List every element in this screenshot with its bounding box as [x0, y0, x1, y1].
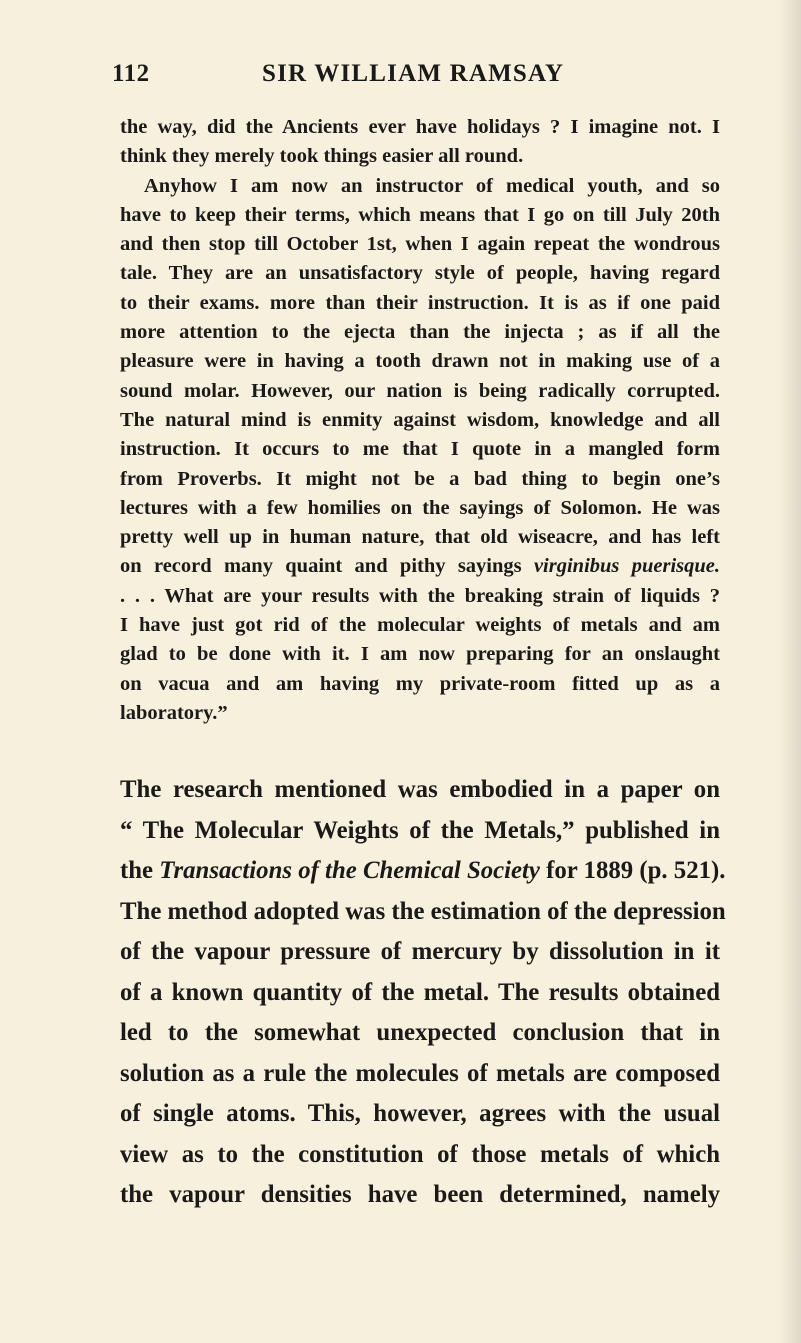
quote-line: have to keep their terms, which means that I go on till July 20th [120, 203, 720, 226]
body-line: solution as a rule the molecules of metals are composed [120, 1059, 720, 1087]
quote-line-text: on record many quaint and pithy sayings [120, 555, 534, 578]
body-line: The research mentioned was embodied in a paper on [120, 776, 720, 803]
body-paragraph [120, 770, 726, 1216]
quote-line: more attention to the ejecta than the injecta ; as if all the [120, 321, 720, 344]
quote-line: the way, did the Ancients ever have holidays ? I imagine not. I [120, 116, 720, 138]
quote-line: from Proverbs. It might not be a bad thing to begin one’s [120, 467, 720, 490]
body-line-with-title [120, 851, 726, 892]
journal-title: Transactions of the Chemical Society [159, 857, 540, 884]
running-head: SIR WILLIAM RAMSAY [262, 60, 565, 87]
quote-line: sound molar. However, our nation is being radically corrupted. [120, 379, 720, 402]
quote-line: think they merely took things easier all round. [120, 145, 524, 168]
quote-line: and then stop till October 1st, when I again repeat the wondrous [120, 233, 720, 256]
quote-line: . . . What are your results with the breaking strain of liquids ? [120, 584, 720, 607]
body-line: of single atoms. This, however, agrees with the usual [120, 1100, 720, 1127]
quote-line: tale. They are an unsatisfactory style of people, having regard [120, 262, 720, 285]
body-line: “ The Molecular Weights of the Metals,” published in [120, 816, 720, 844]
body-line: of the vapour pressure of mercury by dissolution in it [120, 938, 720, 965]
body-line: the vapour densities have been determined, namely [120, 1181, 720, 1208]
body-line: led to the somewhat unexpected conclusion that in [120, 1019, 720, 1046]
body-line-text: the [120, 857, 160, 884]
page-edge-shadow [779, 0, 801, 1343]
latin-phrase: virginibus puerisque. [533, 555, 720, 578]
letter-quotation [120, 113, 720, 728]
quote-line-with-latin [120, 552, 720, 581]
quote-line: Anyhow I am now an instructor of medical youth, and so [144, 174, 720, 197]
quote-line: lectures with a few homilies on the sayings of Solomon. He was [120, 496, 720, 519]
quote-line: glad to be done with it. I am now preparing for an onslaught [120, 643, 720, 666]
body-line: view as to the constitution of those metals of which [120, 1140, 720, 1168]
body-line: The method adopted was the estimation of the depression [120, 897, 726, 925]
body-line-text: for 1889 (p. 521). [539, 857, 726, 884]
page-number: 112 [112, 60, 150, 87]
page-header [112, 60, 720, 100]
quote-line: on vacua and am having my private-room fitted up as a [120, 672, 720, 695]
quote-line: pleasure were in having a tooth drawn not in making use of a [120, 350, 720, 373]
quote-line: to their exams. more than their instruction. It is as if one paid [120, 291, 720, 314]
quote-line: laboratory.” [120, 701, 228, 724]
quote-line: instruction. It occurs to me that I quote in a mangled form [120, 438, 720, 461]
body-line: of a known quantity of the metal. The results obtained [120, 978, 720, 1006]
quote-line: The natural mind is enmity against wisdom, knowledge and all [120, 408, 720, 431]
quote-line: I have just got rid of the molecular weights of metals and am [120, 614, 720, 637]
quote-line: pretty well up in human nature, that old wiseacre, and has left [120, 526, 720, 549]
